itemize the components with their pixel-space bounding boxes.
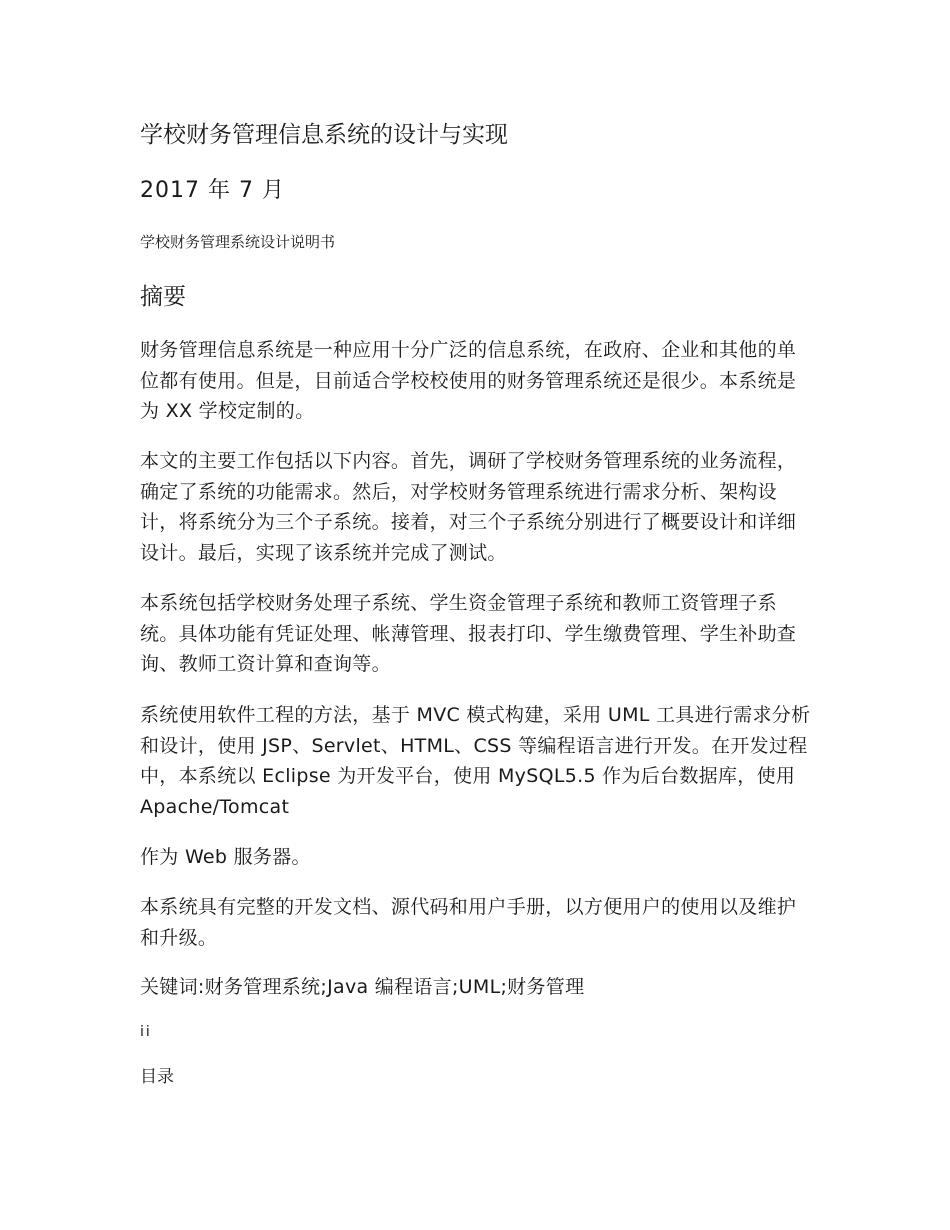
abstract-heading: 摘要 bbox=[140, 284, 186, 310]
abstract-paragraph-3: 本系统包括学校财务处理子系统、学生资金管理子系统和教师工资管理子系统。具体功能有凭证处理、帐薄管理、报表打印、学生缴费管理、学生补助查询、教师工资计算和查询等。 bbox=[140, 592, 797, 675]
page-number: ii bbox=[140, 1024, 152, 1040]
abstract-paragraph-6: 本系统具有完整的开发文档、源代码和用户手册，以方便用户的使用以及维护和升级。 bbox=[140, 896, 797, 949]
document-title: 学校财务管理信息系统的设计与实现 bbox=[140, 122, 508, 148]
document-date: 2017 年 7 月 bbox=[140, 178, 285, 203]
keywords-line: 关键词:财务管理系统;Java 编程语言;UML;财务管理 bbox=[140, 976, 585, 998]
abstract-paragraph-5: 作为 Web 服务器。 bbox=[140, 846, 311, 868]
abstract-paragraph-1: 财务管理信息系统是一种应用十分广泛的信息系统，在政府、企业和其他的单位都有使用。但是，目前适合学校校使用的财务管理系统还是很少。本系统是为 XX 学校定制的。 bbox=[140, 339, 797, 422]
document-subtitle: 学校财务管理系统设计说明书 bbox=[140, 233, 336, 251]
toc-heading: 目录 bbox=[140, 1067, 174, 1087]
abstract-paragraph-4: 系统使用软件工程的方法，基于 MVC 模式构建，采用 UML 工具进行需求分析和设计，使用 JSP、Servlet、HTML、CSS 等编程语言进行开发。在开发过程中，本系统以 Eclipse 为开发平台，使用 MySQL5.5 作为后台数据库，使用 Apache/Tomcat bbox=[140, 704, 811, 818]
abstract-paragraph-2: 本文的主要工作包括以下内容。首先，调研了学校财务管理系统的业务流程，确定了系统的功能需求。然后，对学校财务管理系统进行需求分析、架构设计，将系统分为三个子系统。接着，对三个子系统分别进行了概要设计和详细设计。最后，实现了该系统并完成了测试。 bbox=[140, 450, 797, 564]
